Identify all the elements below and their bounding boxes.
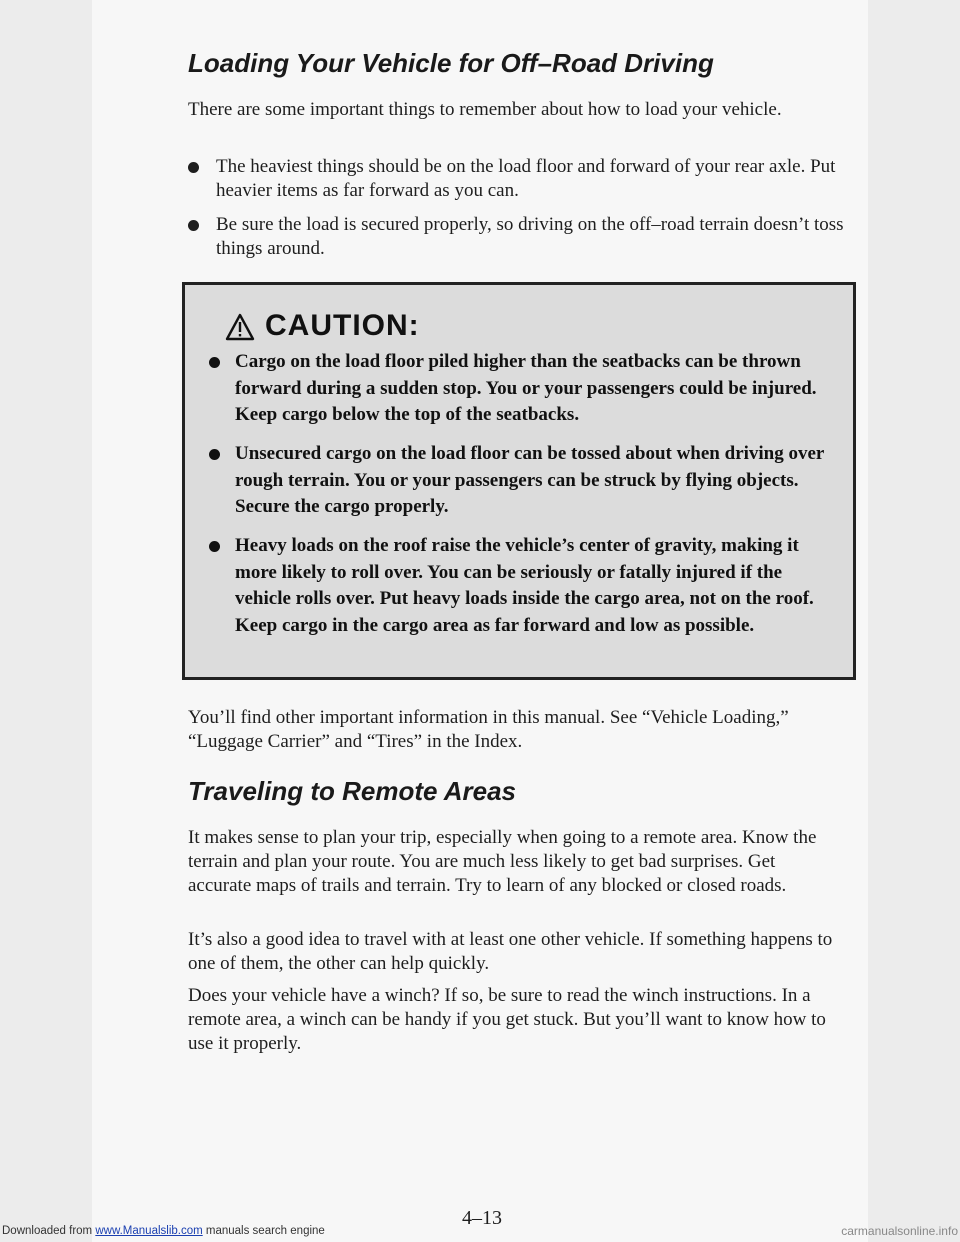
footer-prefix: Downloaded from (2, 1225, 96, 1237)
download-footer (2, 1225, 325, 1237)
see-also-paragraph: You’ll find other important information in this manual. See “Vehicle Loading,” “Luggage Carrier” and “Tires” in the Index. (188, 707, 789, 752)
heading-remote-areas: Traveling to Remote Areas (188, 776, 516, 806)
caution-box (182, 282, 856, 680)
warning-triangle-icon (225, 313, 255, 341)
heading-loading-off-road: Loading Your Vehicle for Off–Road Driving (188, 48, 714, 78)
bullet-dot (209, 541, 220, 552)
paragraph-plan-trip: It makes sense to plan your trip, especially when going to a remote area. Know the terrain and plan your route. You are much less likely to get bad surprises. Get accurate maps of trails and terrain. Try to learn of any blocked or closed roads. (188, 827, 817, 896)
caution-item-2 (209, 441, 829, 521)
paragraph-travel-together: It’s also a good idea to travel with at least one other vehicle. If something happens to one of them, the other can help quickly. (188, 929, 833, 974)
caution-text: Unsecured cargo on the load floor can be tossed about when driving over rough terrain. You or your passengers can be struck by flying objects. Secure the cargo properly. (235, 443, 825, 517)
bullet-dot (188, 220, 199, 231)
intro-paragraph: There are some important things to remember about how to load your vehicle. (188, 99, 782, 120)
bullet-item-1 (188, 155, 848, 203)
watermark: carmanualsonline.info (841, 1224, 958, 1238)
bullet-dot (209, 357, 220, 368)
bullet-item-2 (188, 213, 848, 261)
caution-text: Cargo on the load floor piled higher than the seatbacks can be thrown forward during a sudden stop. You or your passengers could be injured. Keep cargo below the top of the seatbacks. (235, 351, 817, 425)
manualslib-link[interactable]: www.Manualslib.com (95, 1225, 203, 1237)
bullet-dot (188, 162, 199, 173)
caution-text: Heavy loads on the roof raise the vehicle’s center of gravity, making it more likely to roll over. You can be seriously or fatally injured if the vehicle rolls over. Put heavy loads inside the cargo area, not on the roof. Keep cargo in the cargo area as far forward and low as possible. (235, 535, 814, 636)
footer-suffix: manuals search engine (202, 1225, 325, 1237)
caution-item-1 (209, 349, 829, 429)
caution-item-3 (209, 533, 829, 639)
page-number: 4–13 (462, 1207, 502, 1229)
bullet-dot (209, 449, 220, 460)
bullet-text: The heaviest things should be on the load floor and forward of your rear axle. Put heavier items as far forward as you can. (216, 156, 836, 201)
bullet-text: Be sure the load is secured properly, so driving on the off–road terrain doesn’t toss things around. (216, 214, 844, 259)
caution-title: CAUTION: (265, 309, 420, 342)
paragraph-winch: Does your vehicle have a winch? If so, be sure to read the winch instructions. In a remote area, a winch can be handy if you get stuck. But you’ll want to know how to use it properly. (188, 985, 826, 1054)
